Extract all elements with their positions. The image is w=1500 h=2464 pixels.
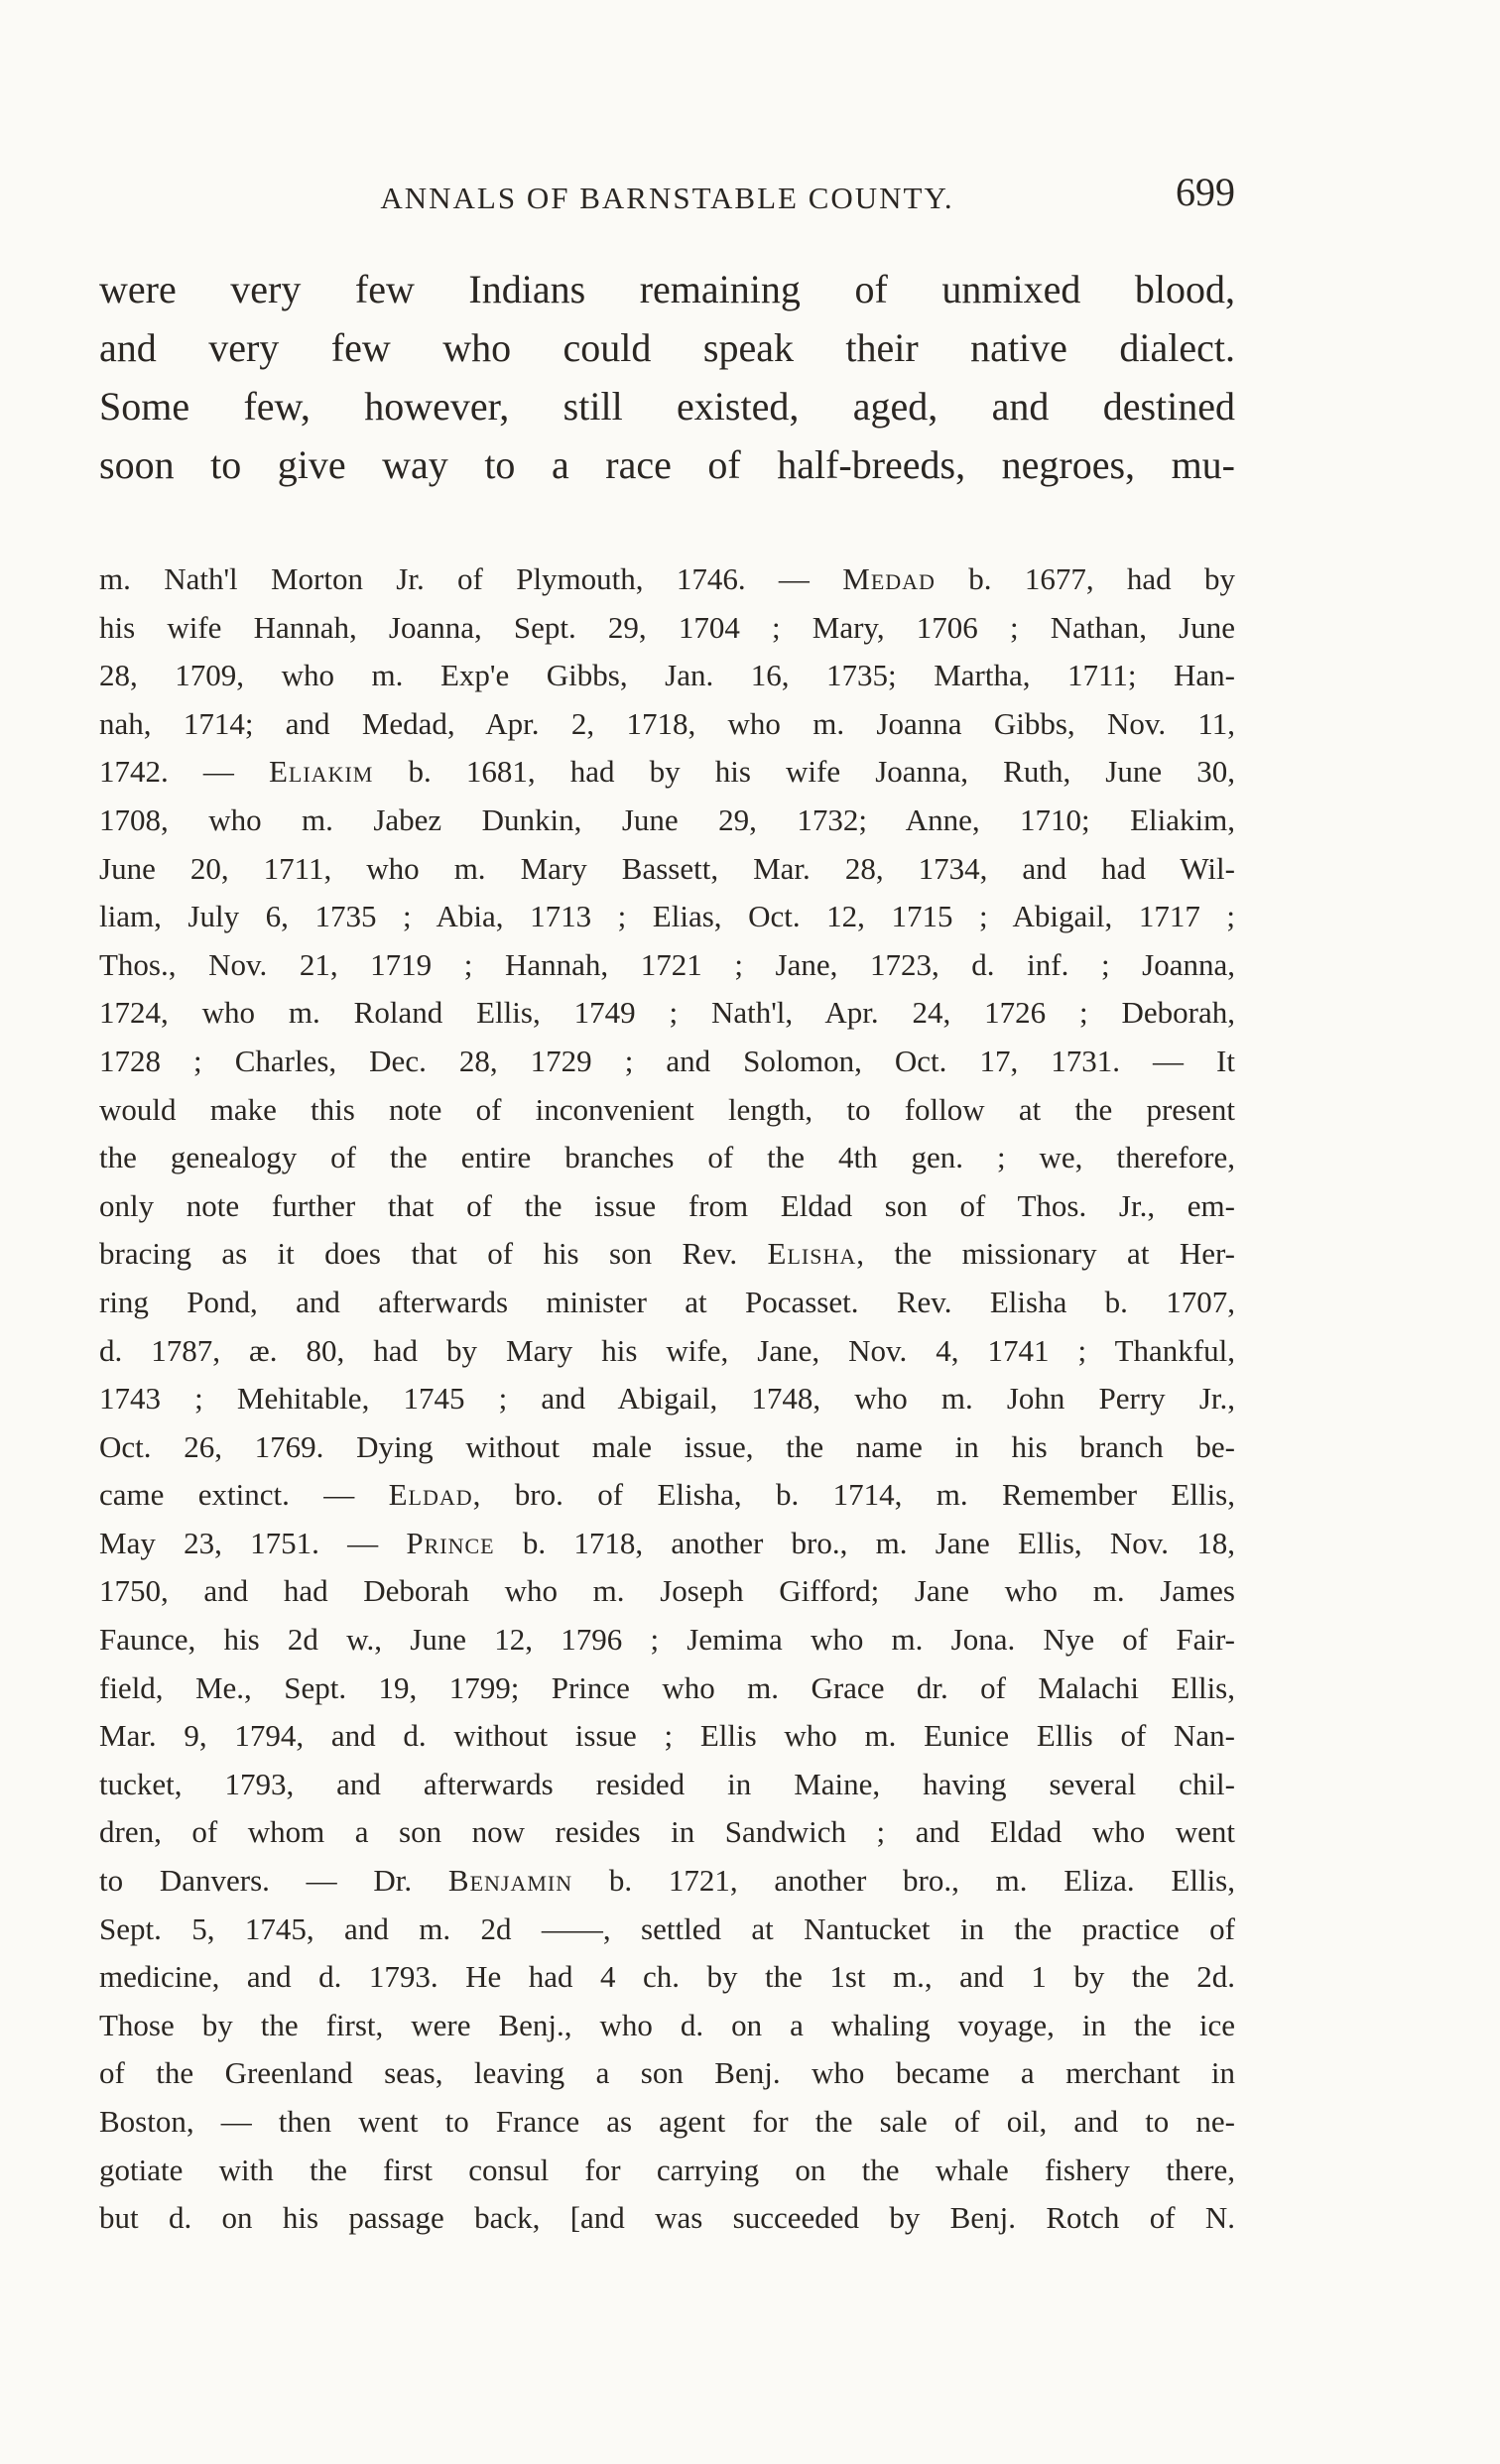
footnote-line: bracing as it does that of his son Rev. Elisha, the missionary at Her- xyxy=(99,1236,1235,1272)
footnote-line: Oct. 26, 1769. Dying without male issue, the name in his branch be- xyxy=(99,1428,1235,1464)
footnote-line: 1728 ; Charles, Dec. 28, 1729 ; and Solomon, Oct. 17, 1731. — It xyxy=(99,1043,1235,1078)
main-text-line: and very few who could speak their native dialect. xyxy=(99,325,1235,370)
footnote-line: Sept. 5, 1745, and m. 2d ——, settled at Nantucket in the practice of xyxy=(99,1910,1235,1946)
footnote-line: of the Greenland seas, leaving a son Benj. who became a merchant in xyxy=(99,2055,1235,2091)
footnote-line: field, Me., Sept. 19, 1799; Prince who m. Grace dr. of Malachi Ellis, xyxy=(99,1669,1235,1705)
footnote-line: m. Nath'l Morton Jr. of Plymouth, 1746. — Medad b. 1677, had by xyxy=(99,561,1235,596)
footnote-line: liam, July 6, 1735 ; Abia, 1713 ; Elias, Oct. 12, 1715 ; Abigail, 1717 ; xyxy=(99,899,1235,934)
footnote-line: but d. on his passage back, [and was succeeded by Benj. Rotch of N. xyxy=(99,2200,1235,2236)
footnote-line: Faunce, his 2d w., June 12, 1796 ; Jemima who m. Jona. Nye of Fair- xyxy=(99,1622,1235,1658)
main-text-line: soon to give way to a race of half-breeds, negroes, mu- xyxy=(99,442,1235,487)
footnote-line: 1750, and had Deborah who m. Joseph Gifford; Jane who m. James xyxy=(99,1573,1235,1609)
footnote-line: would make this note of inconvenient length, to follow at the present xyxy=(99,1091,1235,1127)
main-text xyxy=(99,260,1235,494)
footnote-line: nah, 1714; and Medad, Apr. 2, 1718, who m. Joanna Gibbs, Nov. 11, xyxy=(99,705,1235,741)
footnote-line: 1724, who m. Roland Ellis, 1749 ; Nath'l, Apr. 24, 1726 ; Deborah, xyxy=(99,995,1235,1031)
footnote-line: May 23, 1751. — Prince b. 1718, another bro., m. Jane Ellis, Nov. 18, xyxy=(99,1525,1236,1560)
footnote-line: Mar. 9, 1794, and d. without issue ; Ellis who m. Eunice Ellis of Nan- xyxy=(99,1718,1235,1754)
page-number: 699 xyxy=(1176,170,1235,214)
footnote-line: 1742. — Eliakim b. 1681, had by his wife Joanna, Ruth, June 30, xyxy=(99,754,1235,790)
footnote-line: 28, 1709, who m. Exp'e Gibbs, Jan. 16, 1735; Martha, 1711; Han- xyxy=(99,658,1235,693)
footnote xyxy=(99,555,1235,2243)
footnote-line: only note further that of the issue from Eldad son of Thos. Jr., em- xyxy=(99,1187,1235,1223)
footnote-line: his wife Hannah, Joanna, Sept. 29, 1704 ; Mary, 1706 ; Nathan, June xyxy=(99,609,1235,645)
page-header xyxy=(99,169,1235,228)
main-text-line: were very few Indians remaining of unmixed blood, xyxy=(99,267,1235,311)
footnote-line: d. 1787, æ. 80, had by Mary his wife, Jane, Nov. 4, 1741 ; Thankful, xyxy=(99,1332,1235,1368)
footnote-line: tucket, 1793, and afterwards resided in Maine, having several chil- xyxy=(99,1766,1235,1801)
running-head: ANNALS OF BARNSTABLE COUNTY. xyxy=(380,181,954,215)
footnote-line: medicine, and d. 1793. He had 4 ch. by the 1st m., and 1 by the 2d. xyxy=(99,1959,1235,1995)
footnote-line: 1743 ; Mehitable, 1745 ; and Abigail, 1748, who m. John Perry Jr., xyxy=(99,1381,1235,1417)
footnote-line: dren, of whom a son now resides in Sandwich ; and Eldad who went xyxy=(99,1814,1235,1850)
footnote-line: came extinct. — Eldad, bro. of Elisha, b. 1714, m. Remember Ellis, xyxy=(99,1477,1235,1513)
footnote-line: June 20, 1711, who m. Mary Bassett, Mar. 28, 1734, and had Wil- xyxy=(99,850,1235,886)
footnote-line: the genealogy of the entire branches of the 4th gen. ; we, therefore, xyxy=(99,1140,1235,1175)
footnote-line: Boston, — then went to France as agent for the sale of oil, and to ne- xyxy=(99,2104,1235,2139)
footnote-line: ring Pond, and afterwards minister at Pocasset. Rev. Elisha b. 1707, xyxy=(99,1284,1235,1319)
main-text-line: Some few, however, still existed, aged, and destined xyxy=(99,384,1235,429)
footnote-line: Thos., Nov. 21, 1719 ; Hannah, 1721 ; Jane, 1723, d. inf. ; Joanna, xyxy=(99,946,1235,982)
footnote-line: Those by the first, were Benj., who d. on a whaling voyage, in the ice xyxy=(99,2007,1235,2042)
footnote-line: 1708, who m. Jabez Dunkin, June 29, 1732; Anne, 1710; Eliakim, xyxy=(99,801,1235,837)
footnote-line: to Danvers. — Dr. Benjamin b. 1721, another bro., m. Eliza. Ellis, xyxy=(99,1863,1235,1899)
footnote-line: gotiate with the first consul for carrying on the whale fishery there, xyxy=(99,2152,1235,2187)
